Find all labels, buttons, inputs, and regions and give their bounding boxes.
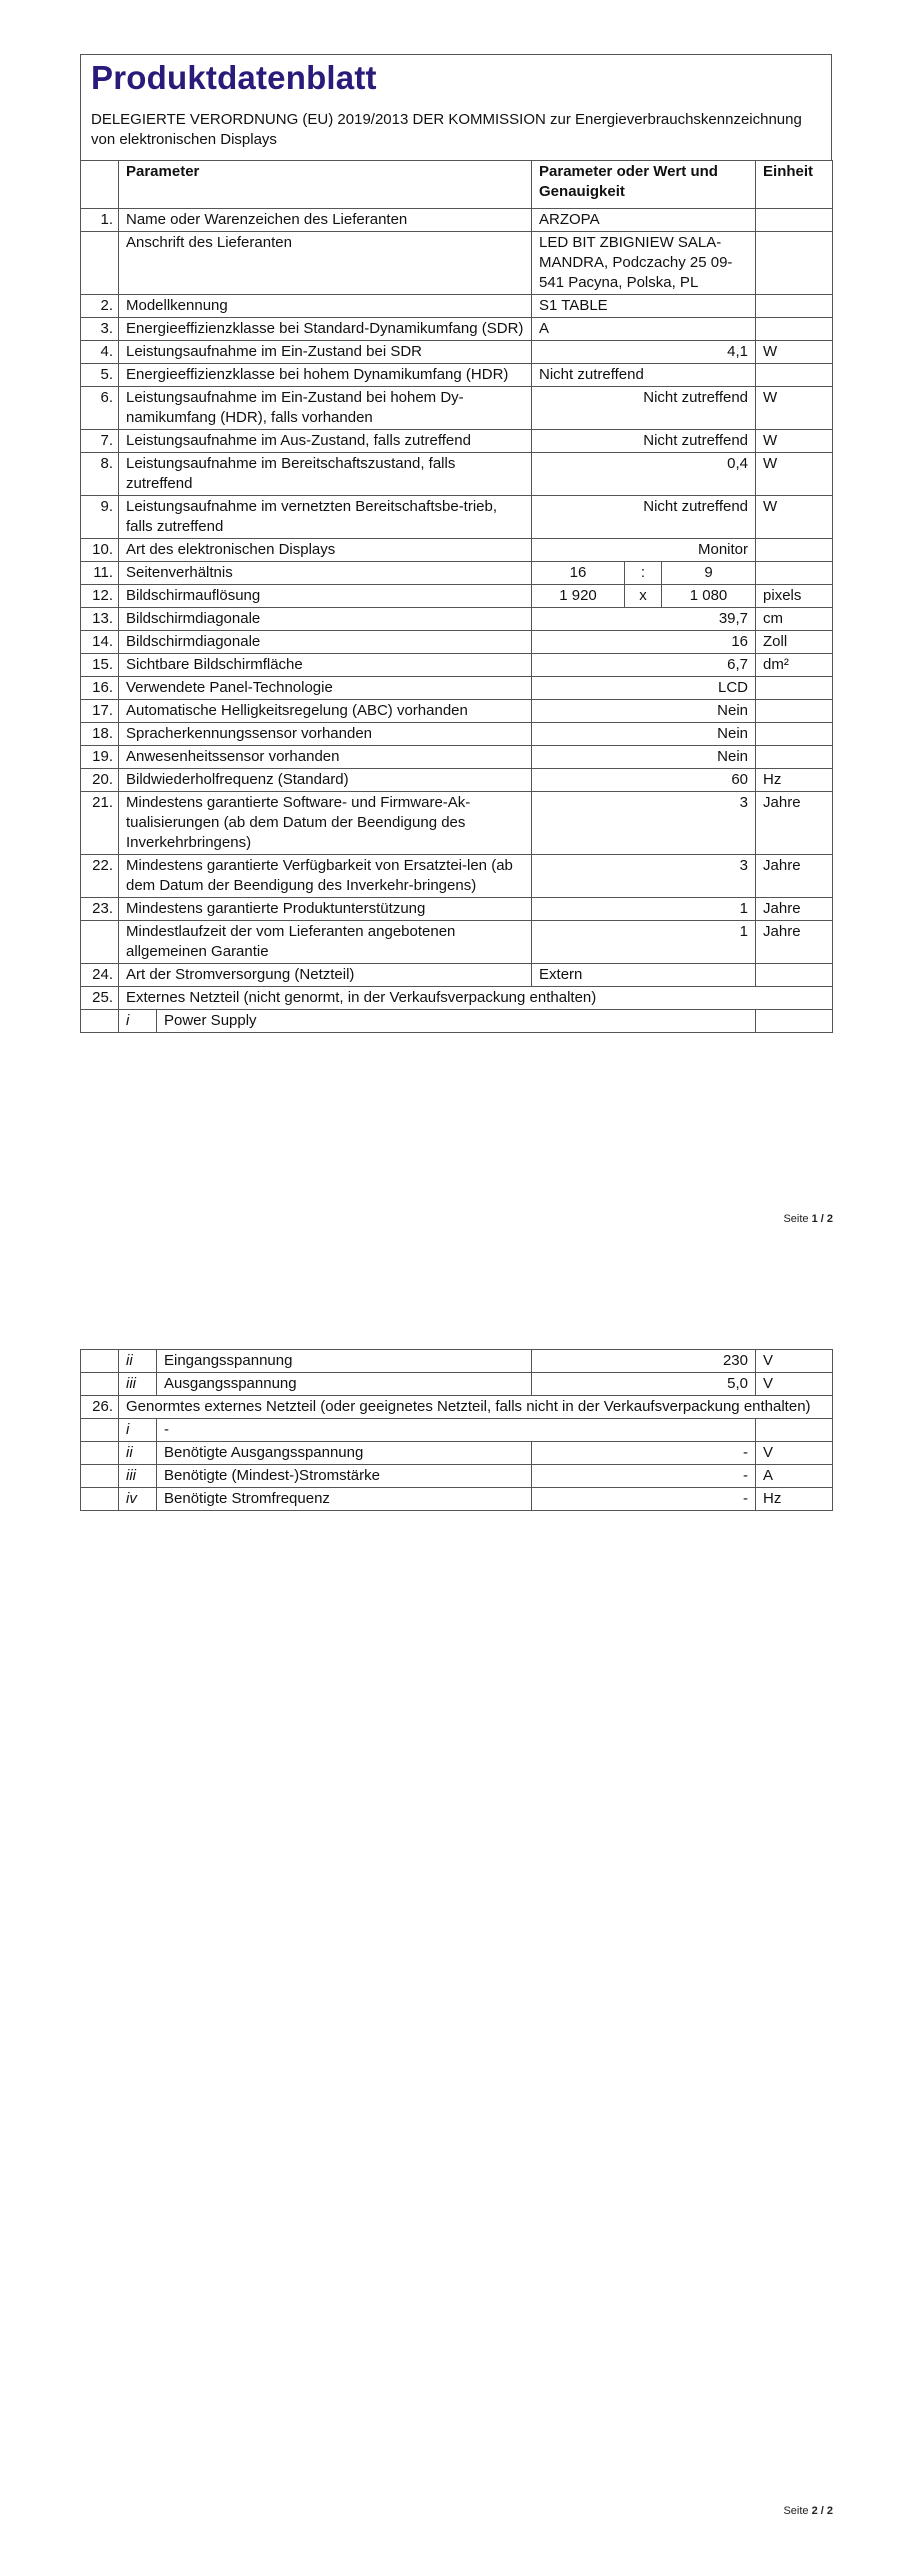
- table-row: [81, 562, 833, 585]
- row-number: 18.: [81, 723, 119, 746]
- row-number: 15.: [81, 654, 119, 677]
- row-unit: pixels: [756, 585, 833, 608]
- header-value: Parameter oder Wert und Genauigkeit: [532, 161, 756, 209]
- row-unit: [756, 700, 833, 723]
- subrow-label: Benötigte (Mindest-)Stromstärke: [157, 1465, 532, 1488]
- document-title: Produktdatenblatt: [91, 59, 377, 96]
- row-value: Nicht zutreffend: [532, 496, 756, 539]
- row-number: 5.: [81, 364, 119, 387]
- row-unit: [756, 318, 833, 341]
- page-number-prefix: Seite: [783, 1213, 812, 1225]
- row-unit: [756, 364, 833, 387]
- table-row: [81, 496, 833, 539]
- page-number-value: 2 / 2: [811, 2505, 833, 2517]
- row-unit: W: [756, 496, 833, 539]
- row-number: 23.: [81, 898, 119, 921]
- row-label: Energieeffizienzklasse bei hohem Dynamikumfang (HDR): [119, 364, 532, 387]
- row-unit: [756, 723, 833, 746]
- row-unit: W: [756, 430, 833, 453]
- subrow-index: i: [119, 1419, 157, 1442]
- subrow-index: iii: [119, 1465, 157, 1488]
- row-number: 22.: [81, 855, 119, 898]
- row-number: 25.: [81, 987, 119, 1010]
- row-unit: cm: [756, 608, 833, 631]
- row-value: 6,7: [532, 654, 756, 677]
- row-label: Art des elektronischen Displays: [119, 539, 532, 562]
- page-number-value: 1 / 2: [811, 1213, 833, 1225]
- table-row: [81, 430, 833, 453]
- row-unit: Jahre: [756, 898, 833, 921]
- row-number: 3.: [81, 318, 119, 341]
- table-row: [81, 898, 833, 921]
- row-value: Monitor: [532, 539, 756, 562]
- row-unit: V: [756, 1350, 833, 1373]
- row-label: Anwesenheitssensor vorhanden: [119, 746, 532, 769]
- row-unit: [756, 746, 833, 769]
- table-row: [81, 746, 833, 769]
- row-number: 24.: [81, 964, 119, 987]
- row-label: Mindestens garantierte Verfügbarkeit von Ersatztei-len (ab dem Datum der Beendigung des Inverkehr-bringens): [119, 855, 532, 898]
- row-value: S1 TABLE: [532, 295, 756, 318]
- subrow-label: Benötigte Ausgangsspannung: [157, 1442, 532, 1465]
- row-label: Sichtbare Bildschirmfläche: [119, 654, 532, 677]
- row-label: Modellkennung: [119, 295, 532, 318]
- row-unit: [756, 539, 833, 562]
- table-row: [81, 723, 833, 746]
- resolution-width: 1 920: [532, 585, 625, 608]
- row-label: Name oder Warenzeichen des Lieferanten: [119, 209, 532, 232]
- row-unit: W: [756, 453, 833, 496]
- row-value: Nein: [532, 746, 756, 769]
- row-unit: W: [756, 341, 833, 364]
- row-number: 26.: [81, 1396, 119, 1419]
- row-number: 21.: [81, 792, 119, 855]
- row-label: Genormtes externes Netzteil (oder geeignetes Netzteil, falls nicht in der Verkaufsverpackung enthalten): [119, 1396, 833, 1419]
- table-row: [81, 232, 833, 295]
- row-value: -: [532, 1442, 756, 1465]
- row-number: [81, 1465, 119, 1488]
- table-row: [81, 792, 833, 855]
- row-value: 0,4: [532, 453, 756, 496]
- row-label: Leistungsaufnahme im Ein-Zustand bei hohem Dy-namikumfang (HDR), falls vorhanden: [119, 387, 532, 430]
- row-unit: W: [756, 387, 833, 430]
- row-value: 230: [532, 1350, 756, 1373]
- table-row: [81, 453, 833, 496]
- subrow-label: Benötigte Stromfrequenz: [157, 1488, 532, 1511]
- row-number: 20.: [81, 769, 119, 792]
- product-data-table-continued: [80, 1349, 833, 1511]
- header-parameter: Parameter: [119, 161, 532, 209]
- resolution-height: 1 080: [662, 585, 756, 608]
- row-value: LED BIT ZBIGNIEW SALA-MANDRA, Podczachy 25 09-541 Pacyna, Polska, PL: [532, 232, 756, 295]
- row-value: Nicht zutreffend: [532, 430, 756, 453]
- row-label: Bildschirmauflösung: [119, 585, 532, 608]
- row-label: Anschrift des Lieferanten: [119, 232, 532, 295]
- table-row: [81, 987, 833, 1010]
- row-number: [81, 232, 119, 295]
- row-number: 4.: [81, 341, 119, 364]
- row-unit: [756, 1010, 833, 1033]
- row-label: Mindestens garantierte Software- und Firmware-Ak-tualisierungen (ab dem Datum der Beendigung des Inverkehrbringens): [119, 792, 532, 855]
- row-label: Externes Netzteil (nicht genormt, in der Verkaufsverpackung enthalten): [119, 987, 833, 1010]
- row-number: 10.: [81, 539, 119, 562]
- row-unit: V: [756, 1373, 833, 1396]
- row-number: 7.: [81, 430, 119, 453]
- row-number: [81, 1010, 119, 1033]
- document-header: [80, 54, 832, 160]
- subrow-index: ii: [119, 1350, 157, 1373]
- row-value: LCD: [532, 677, 756, 700]
- row-value: 4,1: [532, 341, 756, 364]
- row-unit: Jahre: [756, 921, 833, 964]
- row-number: [81, 1350, 119, 1373]
- row-unit: Hz: [756, 1488, 833, 1511]
- row-value: 5,0: [532, 1373, 756, 1396]
- row-label: Bildwiederholfrequenz (Standard): [119, 769, 532, 792]
- row-value: 1: [532, 921, 756, 964]
- row-unit: [756, 1419, 833, 1442]
- row-label: Mindestens garantierte Produktunterstützung: [119, 898, 532, 921]
- table-row: [81, 1396, 833, 1419]
- row-label: Spracherkennungssensor vorhanden: [119, 723, 532, 746]
- subrow-label: Eingangsspannung: [157, 1350, 532, 1373]
- row-label: Seitenverhältnis: [119, 562, 532, 585]
- header-number-cell: [81, 161, 119, 209]
- row-value: 1: [532, 898, 756, 921]
- table-row: [81, 677, 833, 700]
- row-value: -: [532, 1465, 756, 1488]
- row-number: [81, 1488, 119, 1511]
- row-value: 3: [532, 792, 756, 855]
- row-label: Leistungsaufnahme im Bereitschaftszustand, falls zutreffend: [119, 453, 532, 496]
- row-value: Nein: [532, 700, 756, 723]
- row-number: 9.: [81, 496, 119, 539]
- row-value: -: [532, 1488, 756, 1511]
- product-data-table: [80, 160, 833, 1033]
- row-number: 17.: [81, 700, 119, 723]
- table-row: [81, 700, 833, 723]
- page-number: [783, 1213, 833, 1225]
- row-value: Nicht zutreffend: [532, 387, 756, 430]
- table-row: [81, 295, 833, 318]
- row-value: Nein: [532, 723, 756, 746]
- table-row: [81, 608, 833, 631]
- row-number: 19.: [81, 746, 119, 769]
- row-number: 11.: [81, 562, 119, 585]
- row-label: Bildschirmdiagonale: [119, 608, 532, 631]
- subrow-label: -: [157, 1419, 756, 1442]
- row-unit: dm²: [756, 654, 833, 677]
- row-label: Leistungsaufnahme im Ein-Zustand bei SDR: [119, 341, 532, 364]
- row-number: 6.: [81, 387, 119, 430]
- row-label: Automatische Helligkeitsregelung (ABC) vorhanden: [119, 700, 532, 723]
- table-subrow: [81, 1373, 833, 1396]
- subrow-label: Power Supply: [157, 1010, 756, 1033]
- row-unit: [756, 232, 833, 295]
- table-row: [81, 654, 833, 677]
- aspect-ratio-height: 9: [662, 562, 756, 585]
- row-number: 14.: [81, 631, 119, 654]
- row-number: 8.: [81, 453, 119, 496]
- resolution-separator: x: [625, 585, 662, 608]
- table-row: [81, 855, 833, 898]
- row-number: [81, 1419, 119, 1442]
- table-subrow: [81, 1465, 833, 1488]
- row-value: 3: [532, 855, 756, 898]
- row-value: A: [532, 318, 756, 341]
- subrow-label: Ausgangsspannung: [157, 1373, 532, 1396]
- aspect-ratio-width: 16: [532, 562, 625, 585]
- row-value: 16: [532, 631, 756, 654]
- row-value: Nicht zutreffend: [532, 364, 756, 387]
- page-number-prefix: Seite: [783, 2505, 812, 2517]
- row-label: Energieeffizienzklasse bei Standard-Dynamikumfang (SDR): [119, 318, 532, 341]
- table-row: [81, 341, 833, 364]
- table-subrow: [81, 1010, 833, 1033]
- row-number: 12.: [81, 585, 119, 608]
- table-row: [81, 585, 833, 608]
- table-subrow: [81, 1419, 833, 1442]
- row-number: 13.: [81, 608, 119, 631]
- row-unit: V: [756, 1442, 833, 1465]
- row-value: 39,7: [532, 608, 756, 631]
- subrow-index: iii: [119, 1373, 157, 1396]
- table-row: [81, 364, 833, 387]
- table-row: [81, 387, 833, 430]
- row-unit: [756, 562, 833, 585]
- table-row: [81, 921, 833, 964]
- table-row: [81, 769, 833, 792]
- table-row: [81, 318, 833, 341]
- row-number: [81, 1373, 119, 1396]
- row-unit: [756, 295, 833, 318]
- table-row: [81, 964, 833, 987]
- table-row: [81, 631, 833, 654]
- page-number: [783, 2505, 833, 2517]
- subrow-index: ii: [119, 1442, 157, 1465]
- row-label: Art der Stromversorgung (Netzteil): [119, 964, 532, 987]
- row-label: Mindestlaufzeit der vom Lieferanten angebotenen allgemeinen Garantie: [119, 921, 532, 964]
- row-unit: A: [756, 1465, 833, 1488]
- row-value: 60: [532, 769, 756, 792]
- header-unit: Einheit: [756, 161, 833, 209]
- row-unit: [756, 677, 833, 700]
- subrow-index: iv: [119, 1488, 157, 1511]
- row-unit: [756, 209, 833, 232]
- table-subrow: [81, 1488, 833, 1511]
- row-unit: Hz: [756, 769, 833, 792]
- row-number: 1.: [81, 209, 119, 232]
- row-label: Bildschirmdiagonale: [119, 631, 532, 654]
- table-row: [81, 539, 833, 562]
- table-row: [81, 209, 833, 232]
- row-unit: Zoll: [756, 631, 833, 654]
- row-label: Leistungsaufnahme im vernetzten Bereitschaftsbe-trieb, falls zutreffend: [119, 496, 532, 539]
- table-header-row: [81, 161, 833, 209]
- row-unit: [756, 964, 833, 987]
- row-number: 16.: [81, 677, 119, 700]
- row-value: ARZOPA: [532, 209, 756, 232]
- row-unit: Jahre: [756, 855, 833, 898]
- row-unit: Jahre: [756, 792, 833, 855]
- aspect-ratio-separator: :: [625, 562, 662, 585]
- row-number: [81, 1442, 119, 1465]
- row-label: Leistungsaufnahme im Aus-Zustand, falls zutreffend: [119, 430, 532, 453]
- row-label: Verwendete Panel-Technologie: [119, 677, 532, 700]
- document-subtitle: DELEGIERTE VERORDNUNG (EU) 2019/2013 DER KOMMISSION zur Energieverbrauchskennzeichnung von elektronischen Displays: [91, 111, 802, 148]
- row-value: Extern: [532, 964, 756, 987]
- row-number: [81, 921, 119, 964]
- table-subrow: [81, 1442, 833, 1465]
- subrow-index: i: [119, 1010, 157, 1033]
- table-subrow: [81, 1350, 833, 1373]
- row-number: 2.: [81, 295, 119, 318]
